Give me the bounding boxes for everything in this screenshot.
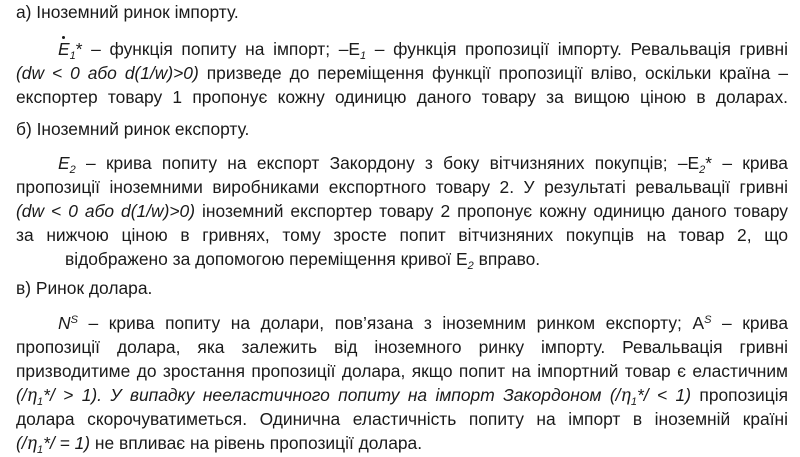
section-b-text-line-2: пропозиції іноземними виробниками експортного товару 2. У результаті ревальвації гривні bbox=[16, 177, 788, 197]
section-c-text-line-5: долара скорочуватиметься. Одинична еластичність попиту на імпорт в іноземній країні bbox=[16, 409, 788, 429]
section-a-text-line-2: (dw < 0 або d(1/w)>0) призведе до переміщення функції пропозиції вліво, оскільки країна – bbox=[16, 63, 788, 83]
section-a-text-line-1: $E_1*$ – функція попиту на імпорт; $-E_1$ – функція пропозиції імпорту. Ревальвація гривні bbox=[58, 39, 788, 62]
section-b-text-line-3: (dw < 0 або d(1/w)>0) іноземний експортер товару 2 пропонує кожну одиницю даного товару bbox=[16, 201, 788, 221]
section-b-text-line-1: $E_2$ – крива попиту на експорт Закордону з боку вітчизняних покупців; $-E_2*$ – крива bbox=[58, 153, 788, 176]
section-c-text-line-3: призводитиме до зростання пропозиції долара, якщо попит на імпортний товар є еластичним bbox=[16, 361, 788, 381]
section-c-text-line-6: $(/\eta_1*/ = 1)$ не впливає на рівень пропозиції долара. bbox=[16, 433, 423, 456]
section-c-text-line-2: пропозиції долара, яка залежить від іноземного ринку імпорту. Ревальвація гривні bbox=[16, 337, 788, 357]
section-c-heading: в) Ринок долара. bbox=[16, 278, 153, 298]
section-c-text-line-1: $N^S$ – крива попиту на долари, пов’язана з іноземним ринком експорту; $A^S$ – крива bbox=[58, 313, 788, 333]
e1-dot-symbol: E bbox=[58, 37, 70, 61]
section-c-text-line-4: $(/\eta_1*/ > 1)$. У випадку нееластичного попиту на імпорт Закордоном $(/\eta_1*/ < 1)$ пропозиція bbox=[16, 385, 788, 408]
section-a-heading: а) Іноземний ринок імпорту. bbox=[16, 2, 239, 22]
section-b-text-line-4: за нижчою ціною в гривнях, тому зросте попит вітчизняних покупців на товар 2, що bbox=[16, 225, 788, 245]
section-b-text-line-5: відображено за допомогою переміщення кривої $E_2$ вправо. bbox=[65, 249, 541, 272]
section-a-text-line-3: експортер товару 1 пропонує кожну одиницю даного товару за вищою ціною в доларах. bbox=[16, 87, 788, 107]
section-b-heading: б) Іноземний ринок експорту. bbox=[16, 119, 250, 139]
